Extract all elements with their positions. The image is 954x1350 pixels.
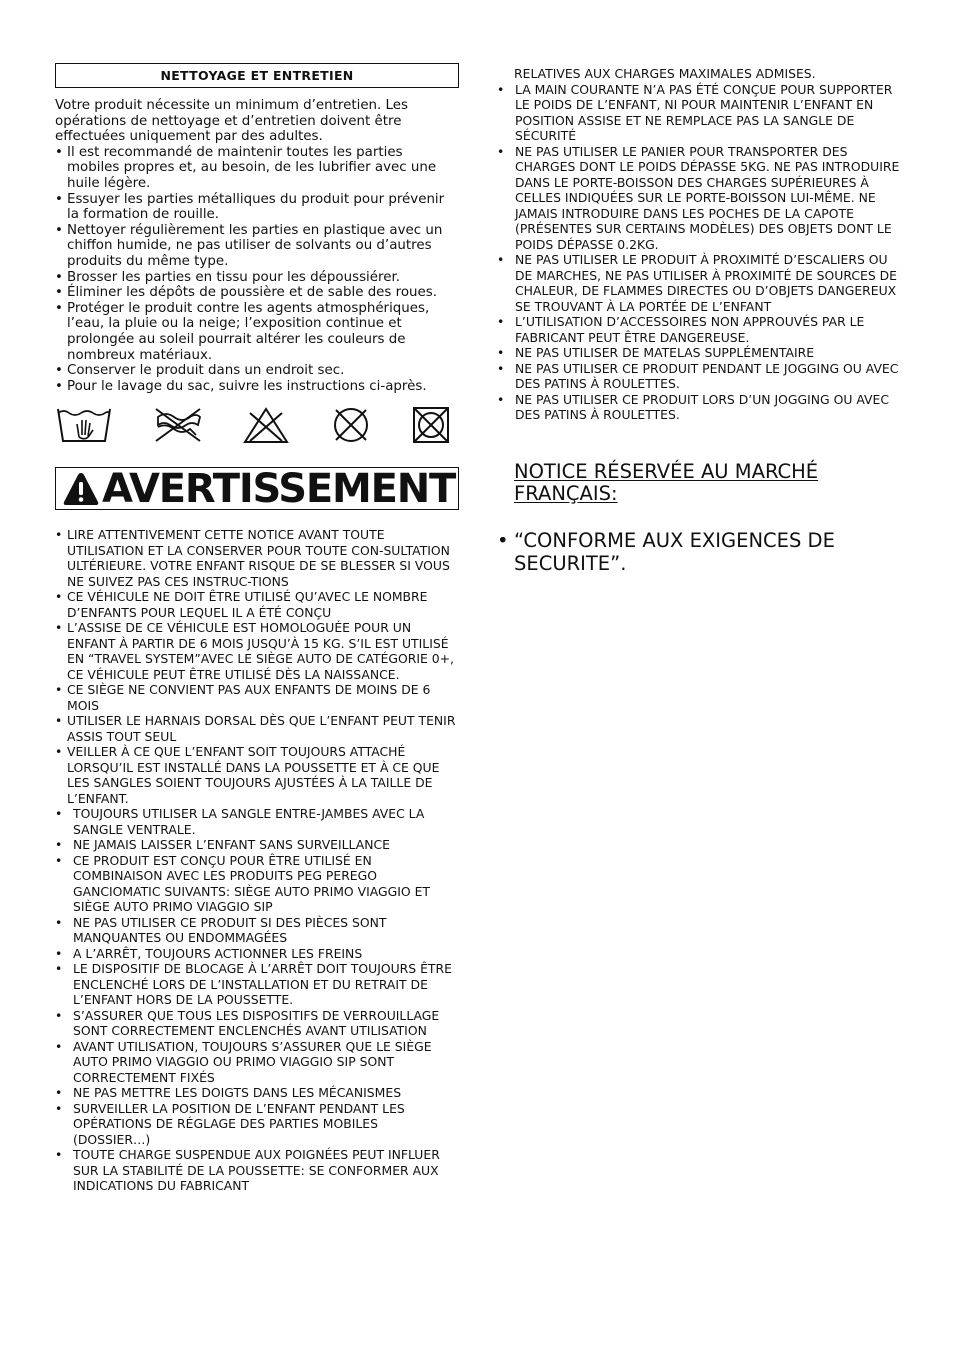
list-item: • LE DISPOSITIF DE BLOCAGE À L’ARRÊT DOIT TOUJOURS ÊTRE ENCLENCHÉ LORS DE L’INSTALLATION ET DU RETRAIT DE L’ENFANT HORS DE LA POUSSETTE. xyxy=(55,961,459,1008)
notice-title: NOTICE RÉSERVÉE AU MARCHÉ FRANÇAIS: xyxy=(514,459,819,505)
list-item: • NE PAS UTILISER CE PRODUIT SI DES PIÈCES SONT MANQUANTES OU ENDOMMAGÉES xyxy=(55,915,459,946)
list-item: • NE PAS UTILISER DE MATELAS SUPPLÉMENTAIRE xyxy=(497,345,907,361)
list-item: • LA MAIN COURANTE N’A PAS ÉTÉ CONÇUE POUR SUPPORTER LE POIDS DE L’ENFANT, NI POUR MAINTENIR L’ENFANT EN POSITION ASSISE ET NE REMPLACE PAS LA SANGLE DE SÉCURITÉ xyxy=(497,82,907,144)
notice-item: • “CONFORME AUX EXIGENCES DE SECURITE”. xyxy=(497,529,907,575)
list-item: • NE JAMAIS LAISSER L’ENFANT SANS SURVEILLANCE xyxy=(55,837,459,853)
warning-heading-box xyxy=(55,467,459,510)
list-item: • UTILISER LE HARNAIS DORSAL DÈS QUE L’ENFANT PEUT TENIR ASSIS TOUT SEUL xyxy=(55,713,459,744)
cleaning-list xyxy=(55,145,459,395)
list-item: • Protéger le produit contre les agents atmosphériques, l’eau, la pluie ou la neige; l’exposition continue et prolongée au soleil pourrait altérer les couleurs de nombreux matériaux. xyxy=(55,301,459,363)
no-tumble-dry-icon xyxy=(411,405,451,445)
list-item: • A L’ARRÊT, TOUJOURS ACTIONNER LES FREINS xyxy=(55,946,459,962)
cleaning-title: NETTOYAGE ET ENTRETIEN xyxy=(55,63,459,88)
no-wringing-icon xyxy=(152,405,204,445)
list-item: • TOUTE CHARGE SUSPENDUE AUX POIGNÉES PEUT INFLUER SUR LA STABILITÉ DE LA POUSSETTE: SE CONFORMER AUX INDICATIONS DU FABRICANT xyxy=(55,1147,459,1194)
list-item: • CE VÉHICULE NE DOIT ÊTRE UTILISÉ QU’AVEC LE NOMBRE D’ENFANTS POUR LEQUEL IL A ÉTÉ CONÇU xyxy=(55,589,459,620)
hand-wash-icon xyxy=(55,405,113,445)
list-item: • LIRE ATTENTIVEMENT CETTE NOTICE AVANT TOUTE UTILISATION ET LA CONSERVER POUR TOUTE CON-SULTATION ULTÉRIEURE. VOTRE ENFANT RISQUE DE SE BLESSER SI VOUS NE SUIVEZ PAS CES INSTRUC-TIONS xyxy=(55,527,459,589)
list-item: • NE PAS UTILISER CE PRODUIT PENDANT LE JOGGING OU AVEC DES PATINS À ROULETTES. xyxy=(497,361,907,392)
warning-heading: AVERTISSEMENT xyxy=(102,465,456,512)
warning-list-left xyxy=(55,527,459,1194)
list-item: • AVANT UTILISATION, TOUJOURS S’ASSURER QUE LE SIÈGE AUTO PRIMO VIAGGIO OU PRIMO VIAGGIO SIP SONT CORRECTEMENT FIXÉS xyxy=(55,1039,459,1086)
list-item: • Brosser les parties en tissu pour les dépoussiérer. xyxy=(55,270,459,286)
list-item: • S’ASSURER QUE TOUS LES DISPOSITIFS DE VERROUILLAGE SONT CORRECTEMENT ENCLENCHÉS AVANT UTILISATION xyxy=(55,1008,459,1039)
warning-triangle-icon xyxy=(62,471,100,507)
no-bleach-icon xyxy=(242,405,290,445)
left-column xyxy=(55,63,459,1194)
list-item: • L’UTILISATION D’ACCESSOIRES NON APPROUVÉS PAR LE FABRICANT PEUT ÊTRE DANGEREUSE. xyxy=(497,314,907,345)
warning-continuation: RELATIVES AUX CHARGES MAXIMALES ADMISES. xyxy=(514,66,816,81)
list-item: • NE PAS UTILISER CE PRODUIT LORS D’UN JOGGING OU AVEC DES PATINS À ROULETTES. xyxy=(497,392,907,423)
list-item: • L’ASSISE DE CE VÉHICULE EST HOMOLOGUÉE POUR UN ENFANT À PARTIR DE 6 MOIS JUSQU’À 15 KG. S’IL EST UTILISÉ EN “TRAVEL SYSTEM”AVEC LE SIÈGE AUTO DE CATÉGORIE 0+, CE VÉHICULE PEUT ÊTRE UTILISÉ DÈS LA NAISSANCE. xyxy=(55,620,459,682)
right-column xyxy=(497,66,907,575)
cleaning-intro: Votre produit nécessite un minimum d’entretien. Les opérations de nettoyage et d’entretien doivent être effectuées uniquement par des adultes. xyxy=(55,98,408,145)
list-item: • Conserver le produit dans un endroit sec. xyxy=(55,363,459,379)
list-item: • Éliminer les dépôts de poussière et de sable des roues. xyxy=(55,285,459,301)
list-item: • TOUJOURS UTILISER LA SANGLE ENTRE-JAMBES AVEC LA SANGLE VENTRALE. xyxy=(55,806,459,837)
list-item: • CE PRODUIT EST CONÇU POUR ÊTRE UTILISÉ EN COMBINAISON AVEC LES PRODUITS PEG PEREGO GANCIOMATIC SUIVANTS: SIÈGE AUTO PRIMO VIAGGIO ET SIÈGE AUTO PRIMO VIAGGIO SIP xyxy=(55,853,459,915)
list-item: • Nettoyer régulièrement les parties en plastique avec un chiffon humide, ne pas utiliser de solvants ou d’autres produits du même type. xyxy=(55,223,459,270)
list-item: • SURVEILLER LA POSITION DE L’ENFANT PENDANT LES OPÉRATIONS DE RÉGLAGE DES PARTIES MOBILES (DOSSIER…) xyxy=(55,1101,459,1148)
warning-list-right xyxy=(497,82,907,423)
list-item: • Pour le lavage du sac, suivre les instructions ci-après. xyxy=(55,379,459,395)
list-item: • Essuyer les parties métalliques du produit pour prévenir la formation de rouille. xyxy=(55,192,459,223)
list-item: • NE PAS UTILISER LE PRODUIT À PROXIMITÉ D’ESCALIERS OU DE MARCHES, NE PAS UTILISER À PROXIMITÉ DE SOURCES DE CHALEUR, DE FLAMMES DIRECTES OU D’OBJETS DANGEREUX SE TROUVANT À LA PORTÉE DE L’ENFANT xyxy=(497,252,907,314)
list-item: • Il est recommandé de maintenir toutes les parties mobiles propres et, au besoin, de les lubrifier avec une huile légère. xyxy=(55,145,459,192)
list-item: • NE PAS METTRE LES DOIGTS DANS LES MÉCANISMES xyxy=(55,1085,459,1101)
list-item: • VEILLER À CE QUE L’ENFANT SOIT TOUJOURS ATTACHÉ LORSQU’IL EST INSTALLÉ DANS LA POUSSETTE ET À CE QUE LES SANGLES SOIENT TOUJOURS AJUSTÉES À LA TAILLE DE L’ENFANT. xyxy=(55,744,459,806)
no-dry-clean-icon xyxy=(329,405,373,445)
list-item: • CE SIÈGE NE CONVIENT PAS AUX ENFANTS DE MOINS DE 6 MOIS xyxy=(55,682,459,713)
care-symbols xyxy=(55,405,451,447)
list-item: • NE PAS UTILISER LE PANIER POUR TRANSPORTER DES CHARGES DONT LE POIDS DÉPASSE 5KG. NE PAS INTRODUIRE DANS LE PORTE-BOISSON DES CHARGES SUPÉRIEURES À CELLES INDIQUÉES SUR LE PORTE-BOISSON LUI-MÊME. NE JAMAIS INTRODUIRE DANS LES POCHES DE LA CAPOTE (PRÉSENTES SUR CERTAINS MODÈLES) DES OBJETS DONT LE POIDS DÉPASSE 0.2KG. xyxy=(497,144,907,253)
